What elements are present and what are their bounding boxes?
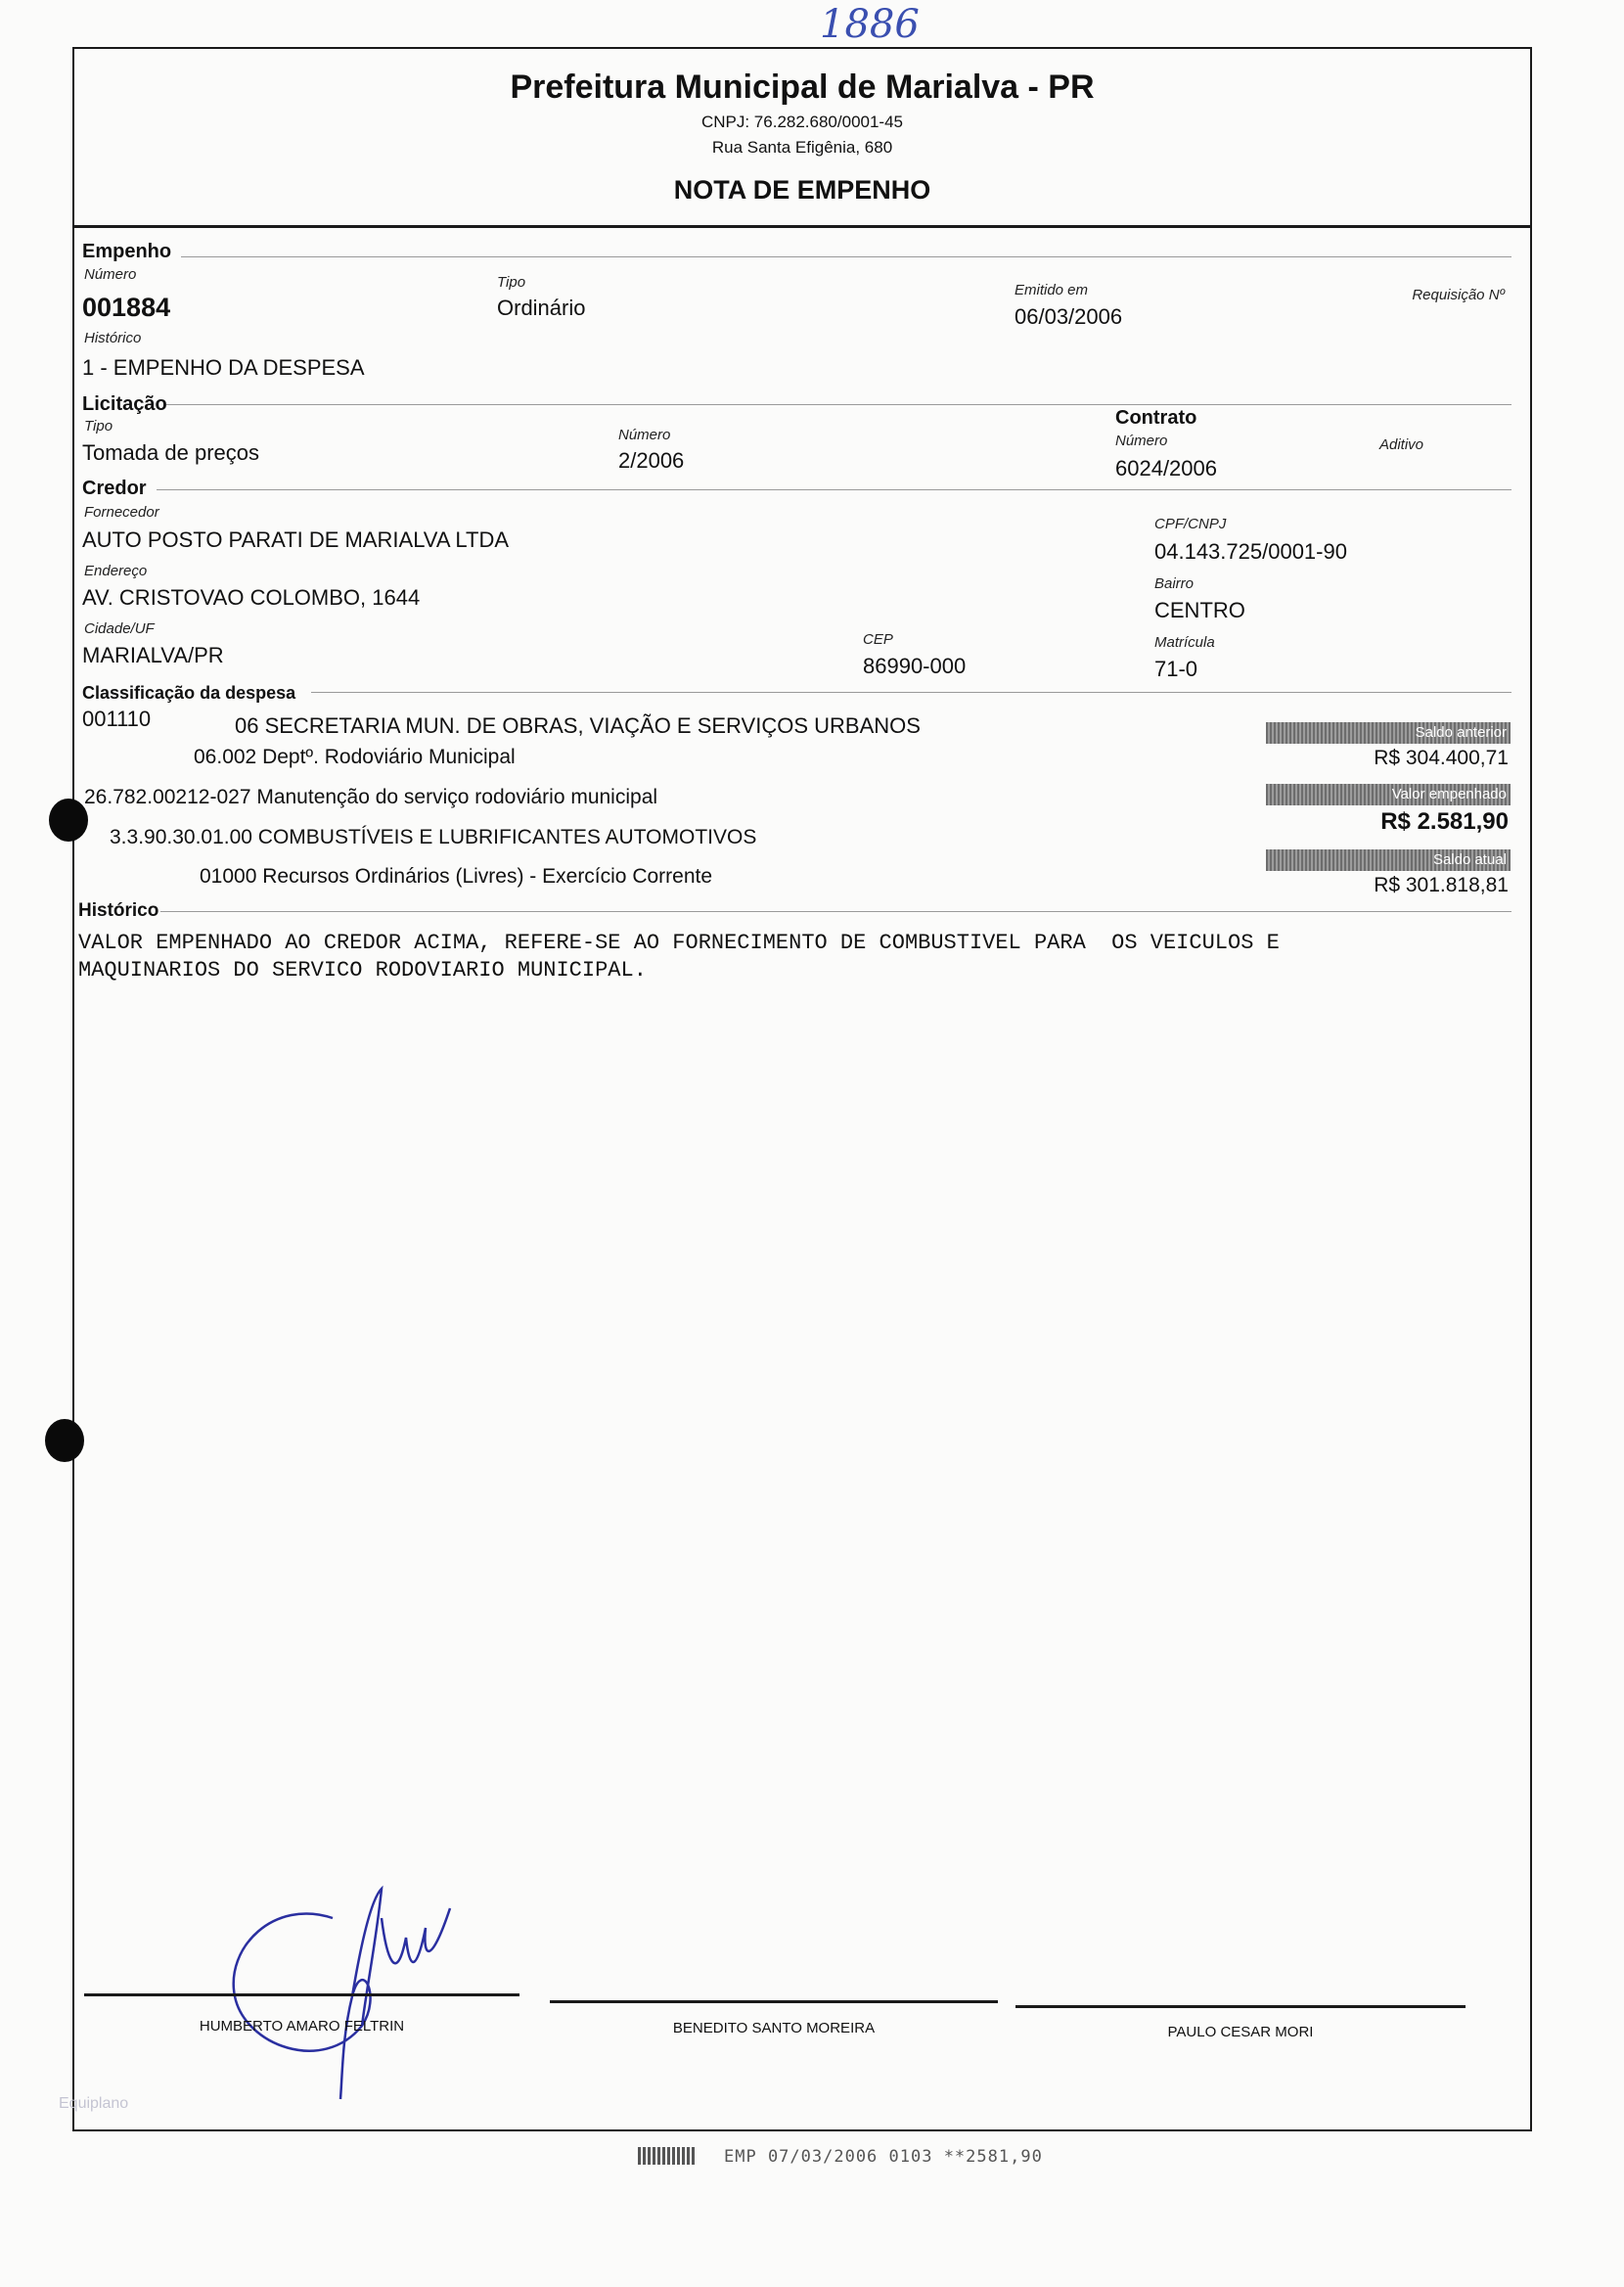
cnpj-line: CNPJ: 76.282.680/0001-45 [700,113,904,131]
saldo-atual-label: Saldo atual [1266,849,1511,871]
software-watermark: Equiplano [59,2095,129,2112]
credor-bairro: CENTRO [1154,598,1245,622]
signatory-1: HUMBERTO AMARO FELTRIN [199,2018,405,2035]
valor-empenhado-label: Valor empenhado [1266,784,1511,805]
emitido-label: Emitido em [1015,282,1089,298]
bairro-label: Bairro [1154,575,1195,592]
fornecedor-name: AUTO POSTO PARATI DE MARIALVA LTDA [82,527,510,552]
classificacao-fonte: 01000 Recursos Ordinários (Livres) - Exercício Corrente [200,865,713,888]
licitacao-numero: 2/2006 [618,448,685,473]
barcode-icon [638,2147,697,2165]
signature-line-1 [84,1993,519,1996]
contrato-numero: 6024/2006 [1115,456,1217,480]
section-rule [166,404,1511,405]
empenho-tipo: Ordinário [497,296,586,320]
empenho-historico: 1 - EMPENHO DA DESPESA [82,355,365,380]
punch-hole [45,1419,84,1462]
contrato-numero-label: Número [1115,433,1168,449]
empenho-historico-label: Histórico [84,330,142,346]
header-separator [72,225,1530,228]
section-empenho: Empenho [82,241,172,262]
handwritten-signature [215,1879,470,2104]
section-rule [160,911,1511,912]
credor-matricula: 71-0 [1154,657,1198,681]
section-rule [181,256,1511,257]
credor-cnpj: 04.143.725/0001-90 [1154,539,1347,564]
credor-cep: 86990-000 [863,654,967,678]
address-line: Rua Santa Efigênia, 680 [711,138,893,157]
fornecedor-label: Fornecedor [84,504,159,521]
licitacao-tipo: Tomada de preços [82,440,259,465]
cnpj-label: CPF/CNPJ [1154,516,1227,532]
classificacao-orgao: 06 SECRETARIA MUN. DE OBRAS, VIAÇÃO E SERVIÇOS URBANOS [235,713,921,738]
signature-line-3 [1015,2005,1466,2008]
valor-empenhado-value: R$ 2.581,90 [1380,808,1509,835]
saldo-anterior-value: R$ 304.400,71 [1374,747,1509,769]
section-contrato: Contrato [1115,407,1197,429]
cidade-label: Cidade/UF [84,620,155,637]
requisicao-label: Requisição Nº [1412,287,1505,303]
section-classificacao: Classificação da despesa [82,683,296,703]
classificacao-code: 001110 [82,707,152,731]
section-rule [157,489,1511,490]
empenho-numero-label: Número [84,266,137,283]
credor-endereco: AV. CRISTOVAO COLOMBO, 1644 [82,585,421,610]
licitacao-tipo-label: Tipo [84,418,113,435]
signatory-2: BENEDITO SANTO MOREIRA [672,2020,876,2036]
licitacao-numero-label: Número [618,427,671,443]
historico-line-2: MAQUINARIOS DO SERVICO RODOVIARIO MUNICIPAL. [78,958,647,983]
saldo-atual-value: R$ 301.818,81 [1374,874,1509,896]
saldo-anterior-label: Saldo anterior [1266,722,1511,744]
empenho-numero: 001884 [82,293,171,322]
emitido-date: 06/03/2006 [1015,304,1123,329]
classificacao-unidade: 06.002 Deptº. Rodoviário Municipal [194,746,516,768]
punch-hole [49,799,88,842]
section-licitacao: Licitação [82,393,167,415]
section-historico: Histórico [78,900,159,921]
classificacao-elemento: 3.3.90.30.01.00 COMBUSTÍVEIS E LUBRIFICANTES AUTOMOTIVOS [110,826,757,848]
page-title: Prefeitura Municipal de Marialva - PR [510,69,1095,106]
endereco-label: Endereço [84,563,148,579]
document-title: NOTA DE EMPENHO [673,175,931,205]
mechanical-stamp: EMP 07/03/2006 0103 **2581,90 [724,2147,1043,2167]
section-credor: Credor [82,478,147,499]
classificacao-funcional: 26.782.00212-027 Manutenção do serviço rodoviário municipal [84,786,658,808]
matricula-label: Matrícula [1154,634,1215,651]
empenho-tipo-label: Tipo [497,274,526,291]
historico-line-1: VALOR EMPENHADO AO CREDOR ACIMA, REFERE-SE AO FORNECIMENTO DE COMBUSTIVEL PARA OS VEICULOS E [78,931,1280,955]
handwritten-page-number: 1886 [820,2,920,47]
cep-label: CEP [863,631,893,648]
signature-line-2 [550,2000,998,2003]
signatory-3: PAULO CESAR MORI [1167,2024,1314,2040]
section-rule [311,692,1511,693]
contrato-aditivo-label: Aditivo [1379,436,1424,453]
credor-cidade: MARIALVA/PR [82,643,224,667]
